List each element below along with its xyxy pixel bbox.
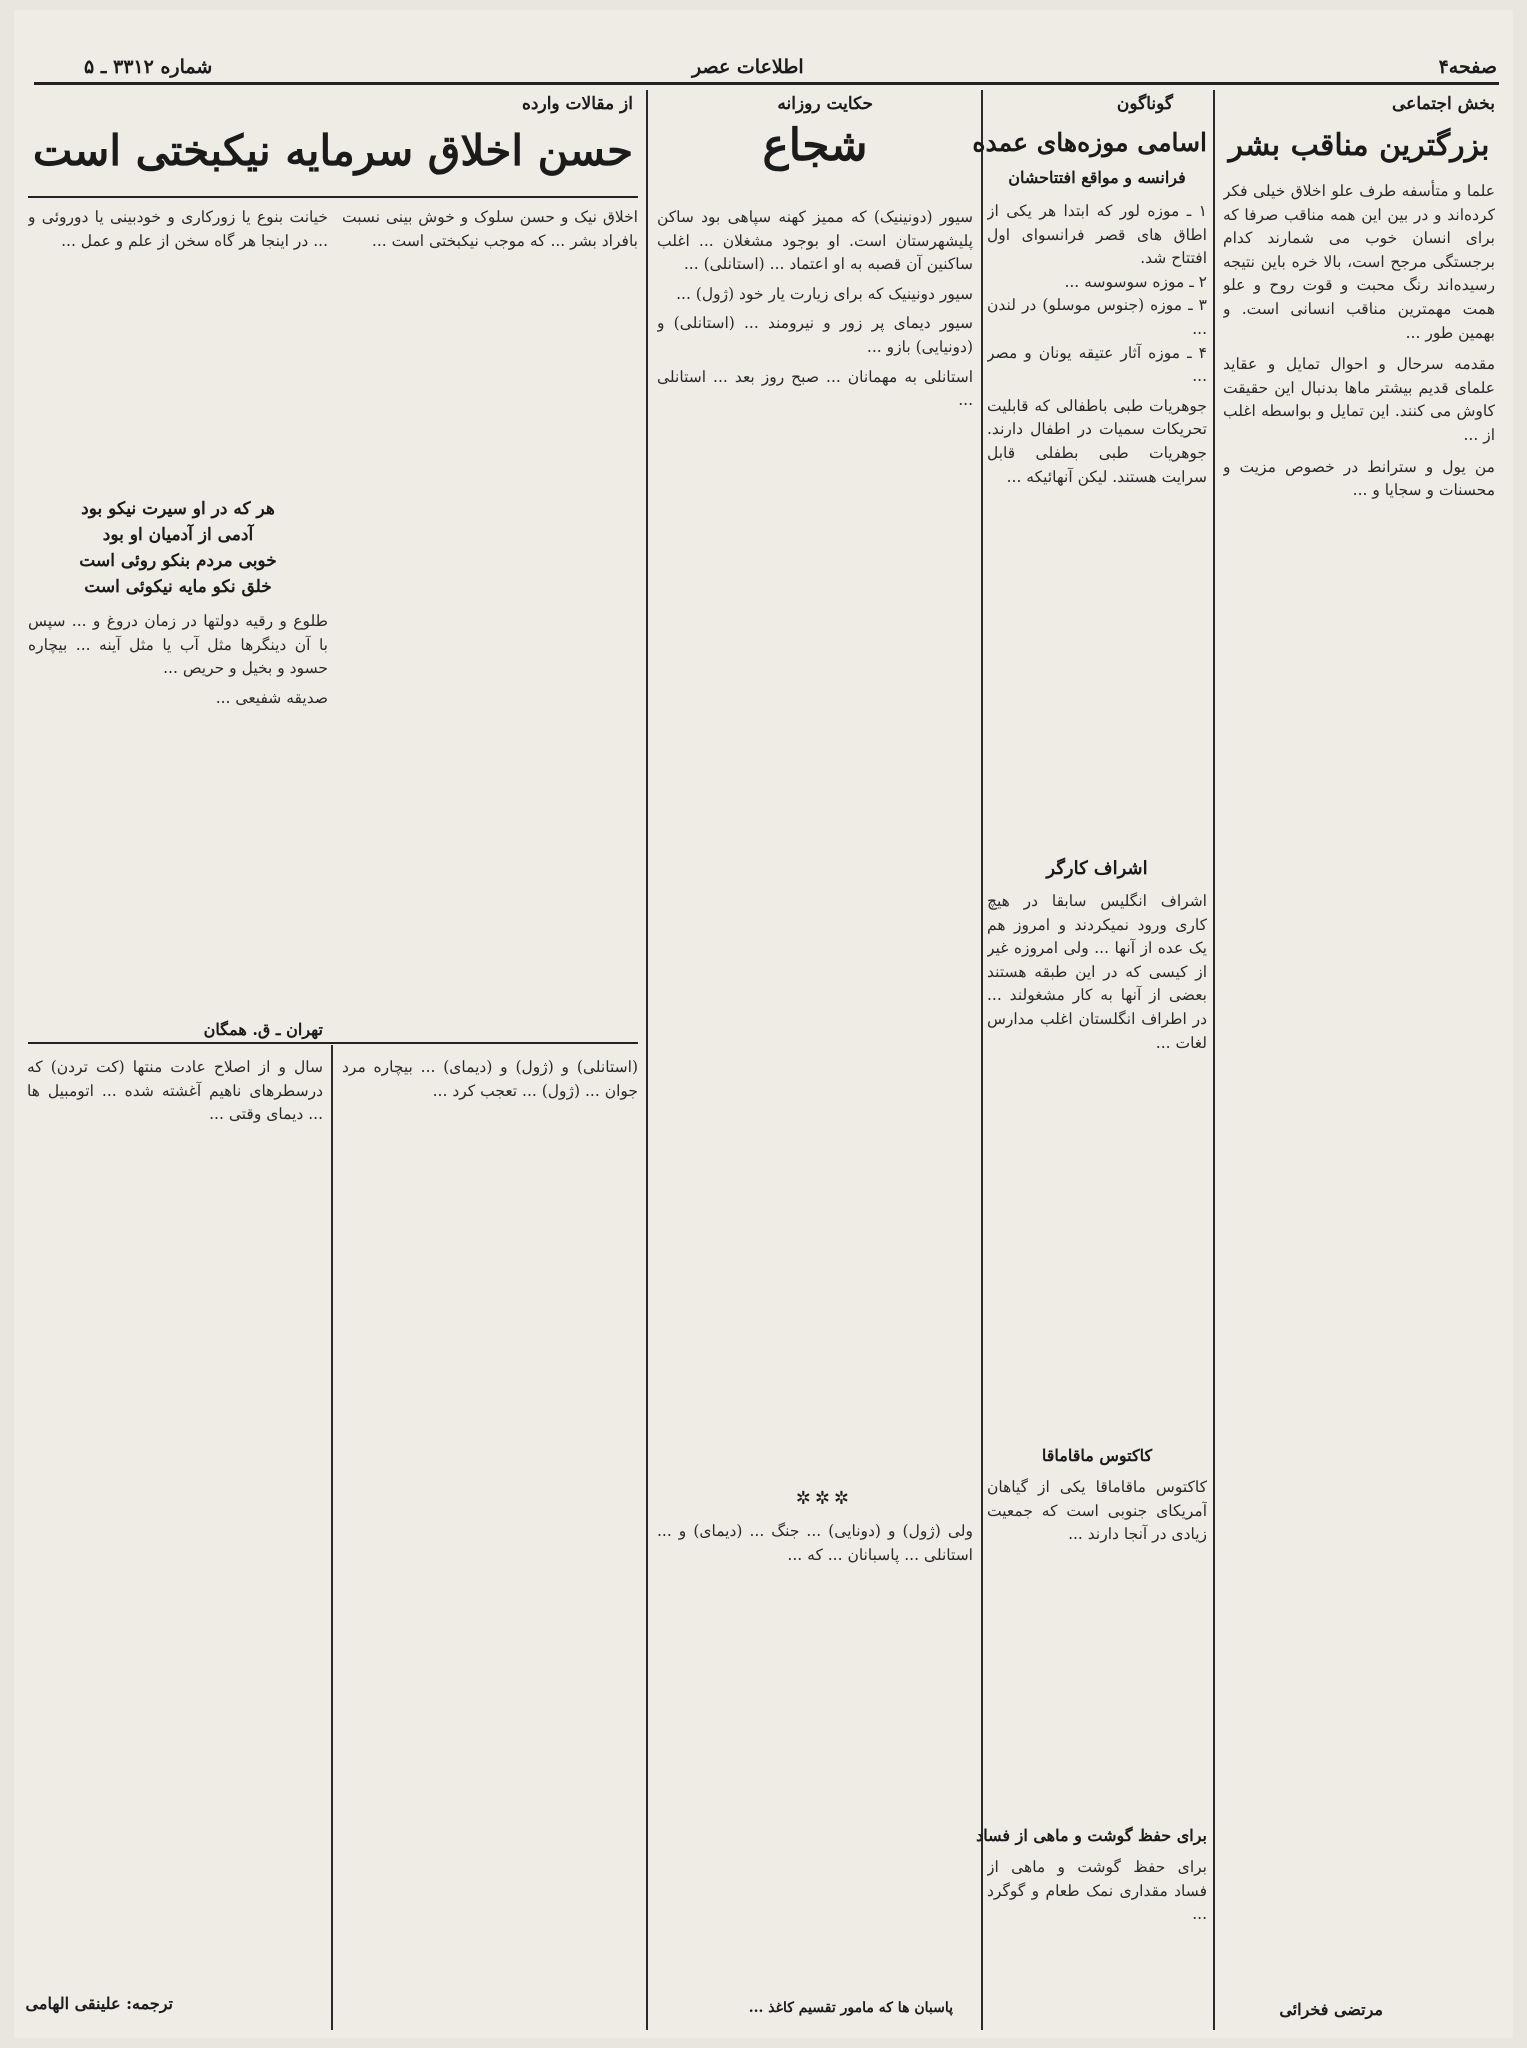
article-body bbox=[987, 200, 1207, 840]
paragraph: اشراف انگلیس سابقا در هیچ کاری ورود نمیکردند و امروز هم یک عده از آنها ... ولی امروزه غیر از کیسی که در این طبقه هستند بعضی از آنها به کار مشغولند ... در اطراف انگلستان اغلب مدارس لغات ... bbox=[987, 892, 1207, 1052]
article-body bbox=[28, 206, 328, 486]
signature: تهران ـ ق. همگان bbox=[203, 1020, 323, 1039]
subheadline: فرانسه و مواقع افتتاحشان bbox=[1008, 168, 1186, 187]
paragraph: علما و متأسفه طرف علو اخلاق خیلی فکر کرده‌اند و در بین این همه مناقب صرفا که برای انسان خوب می شمارند کدام برجستگی مرجح است، بالا خره باین نتیجه رسیده‌اند رنگ محبت و قوت روح و علو همت مهمترین مناقب انسانی است. و بهمین طور ... bbox=[1223, 182, 1495, 342]
subheadline: برای حفظ گوشت و ماهی از فساد bbox=[976, 1826, 1207, 1845]
column-divider bbox=[1213, 90, 1215, 2030]
article-body bbox=[987, 1476, 1207, 1816]
article-body bbox=[657, 206, 973, 1206]
paragraph: ۳ ـ موزه (جنوس موسلو) در لندن ... bbox=[987, 296, 1207, 338]
page-number: صفحه۴ bbox=[1438, 56, 1497, 78]
section-label: گوناگون bbox=[1116, 94, 1173, 114]
paragraph: خیانت بنوع یا زورکاری و خودبینی یا دوروئی و ... در اینجا هر گاه سخن از علم و عمل ... bbox=[28, 208, 328, 250]
newspaper-page bbox=[14, 10, 1513, 2038]
masthead-rule bbox=[34, 82, 1499, 85]
issue-number: شماره ۳۳۱۲ ـ ۵ bbox=[84, 56, 213, 78]
column-divider bbox=[331, 1045, 333, 2030]
column-divider bbox=[981, 90, 983, 2030]
paragraph: ولی (ژول) و (دونایی) ... جنگ ... (دیمای) و ... استانلی ... پاسبانان ... که ... bbox=[657, 1522, 973, 1564]
article-body bbox=[342, 1056, 638, 1996]
paragraph: ۴ ـ موزه آثار عتیقه یونان و مصر ... bbox=[987, 343, 1207, 386]
section-label: از مقالات وارده bbox=[522, 94, 633, 114]
subheadline: کاکتوس ماقاماقا bbox=[1041, 1446, 1153, 1465]
headline: شجاع bbox=[762, 120, 868, 171]
paragraph: اخلاق نیک و حسن سلوک و خوش بینی نسبت بافراد بشر ... که موجب نیکبختی است ... bbox=[342, 208, 638, 250]
paragraph: برای حفظ گوشت و ماهی از فساد مقداری نمک طعام و گوگرد ... bbox=[987, 1858, 1207, 1924]
closing-line: پاسبان ها که مامور تقسیم کاغذ ... bbox=[748, 2000, 953, 2016]
article-body bbox=[987, 890, 1207, 1430]
paragraph: کاکتوس ماقاماقا یکی از گیاهان آمریکای جنوبی است که جمعیت زیادی در آنجا دارند ... bbox=[987, 1478, 1207, 1544]
paragraph: ۲ ـ موزه سوسوسه ... bbox=[1064, 272, 1207, 291]
headline: حسن اخلاق سرمایه نیکبختی است bbox=[32, 126, 634, 175]
poem bbox=[28, 496, 328, 600]
masthead bbox=[14, 10, 1513, 78]
article-body bbox=[657, 1520, 973, 1990]
paragraph: سال و از اصلاح عادت منتها (کت تردن) که درسطرهای ناهیم آغشته شده ... اتومبیل ها ... دیمای وقتی ... bbox=[27, 1058, 323, 1124]
section-label: بخش اجتماعی bbox=[1392, 94, 1495, 114]
paragraph: استانلی به مهمانان ... صبح روز بعد ... استانلی ... bbox=[657, 367, 973, 410]
paragraph: جوهریات طبی باطفالی که قابلیت تحریکات سمیات در اطفال دارند. جوهریات طبی بطفلی قابل سرایت هستند. لیکن آنهائیکه ... bbox=[987, 396, 1207, 486]
article-end-rule bbox=[28, 1042, 638, 1044]
article-body bbox=[27, 1056, 323, 1956]
article-body bbox=[1223, 180, 1495, 2040]
poem-line: آدمی از آدمیان او بود bbox=[102, 525, 254, 545]
article-body bbox=[28, 610, 328, 1020]
paragraph: سیور دیمای پر زور و نیرومند ... (استانلی) و (دونیایی) بازو ... bbox=[657, 314, 973, 356]
article-body bbox=[987, 1856, 1207, 2026]
headline: بزرگترین مناقب بشر bbox=[1228, 128, 1490, 163]
paragraph: مقدمه سرحال و احوال تمایل و عقاید علمای قدیم بیشتر ماها بدنبال این حقیقت کاوش می کنند. این تمایل و بواسطه اغلب از ... bbox=[1223, 355, 1495, 444]
paragraph: ۱ ـ موزه لور که ابتدا هر یکی از اطاق های قصر فرانسوای اول افتتاح شد. bbox=[987, 202, 1207, 268]
paragraph: سیور (دونینیک) که ممیز کهنه سپاهی بود ساکن پلیشهرستان است. او بوجود مشغلان ... اغلب ساکنین آن قصبه به او اعتماد ... (استانلی) ... bbox=[657, 208, 973, 274]
poem-line: خوبی مردم بنکو روئی است bbox=[79, 551, 277, 571]
column-divider bbox=[646, 90, 648, 2030]
paragraph: صدیقه شفیعی ... bbox=[215, 688, 328, 707]
paper-name: اطلاعات عصر bbox=[692, 56, 804, 78]
poem-line: خلق نکو مایه نیکوئی است bbox=[84, 577, 272, 597]
article-body bbox=[342, 206, 638, 1036]
section-label: حکایت روزانه bbox=[777, 94, 873, 114]
subheadline: اشراف کارگر bbox=[1046, 858, 1148, 879]
paragraph: طلوع و رقیه دولتها در زمان دروغ و ... سپس با آن دینگرها مثل آب یا مثل آینه ... بیچاره حسود و بخیل و حریص ... bbox=[28, 612, 328, 678]
headline-rule bbox=[28, 196, 638, 198]
section-stars: ✲✲✲ bbox=[795, 1488, 853, 1509]
poem-line: هر که در او سیرت نیکو بود bbox=[81, 499, 275, 519]
signature: مرتضی فخرائی bbox=[1279, 2000, 1383, 2019]
paragraph: (استانلی) و (ژول) و (دیمای) ... بیچاره مرد جوان ... (ژول) ... تعجب کرد ... bbox=[342, 1058, 638, 1100]
headline: اسامی موزه‌های عمده bbox=[972, 128, 1207, 157]
paragraph: سیور دونینیک که برای زیارت یار خود (ژول) ... bbox=[676, 284, 973, 303]
paragraph: من یول و سترانط در خصوص مزیت و محسنات و سجایا و ... bbox=[1223, 457, 1495, 500]
translator-credit: ترجمه: علینقی الهامی bbox=[25, 1994, 173, 2013]
